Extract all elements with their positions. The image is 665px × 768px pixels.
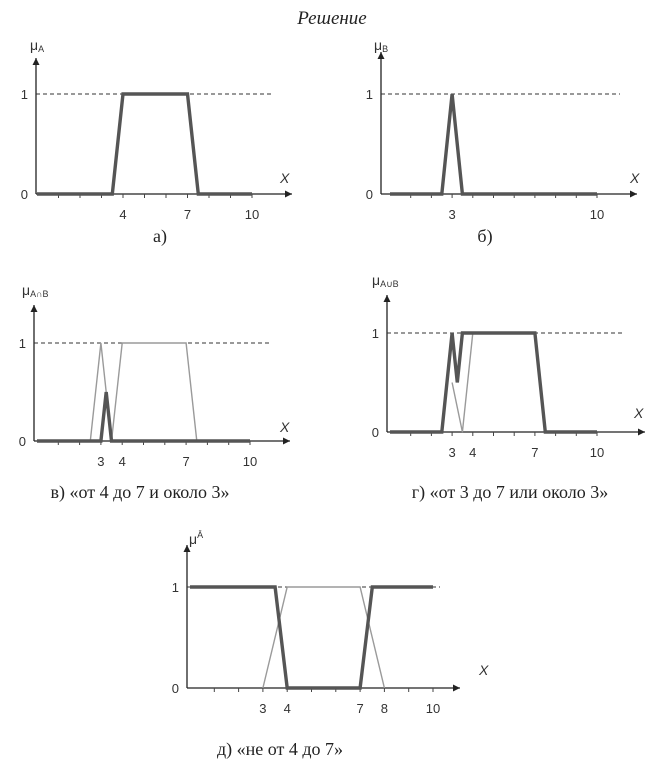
x-tick-label: 10 (244, 207, 260, 222)
x-axis-arrow (630, 191, 637, 198)
panel-caption: а) (153, 226, 167, 246)
y-axis-label: $\mu^Ā$ (189, 530, 204, 547)
x-tick-label: 3 (448, 207, 456, 222)
panel-caption: г) «от 3 до 7 или около 3» (411, 482, 609, 502)
x-axis-label: X (280, 170, 290, 186)
membership-curve-result (37, 94, 252, 194)
x-tick-label: 7 (182, 454, 190, 469)
x-axis-label: X (280, 419, 290, 435)
y-axis-arrow (384, 295, 391, 302)
y-tick-label: 1 (371, 326, 379, 341)
x-tick-label: 7 (183, 207, 192, 222)
x-tick-label: 3 (259, 701, 267, 716)
panel-d (172, 530, 489, 760)
y-tick-label: 0 (365, 187, 373, 202)
panel-g (372, 272, 645, 503)
x-axis-arrow (283, 438, 290, 445)
x-axis-arrow (638, 429, 645, 436)
y-tick-label: 0 (18, 434, 26, 449)
membership-curve-result (37, 392, 250, 441)
y-axis-label: μB (374, 37, 389, 54)
y-tick-label: 0 (20, 187, 28, 202)
membership-curve-result (190, 587, 433, 688)
y-axis-arrow (31, 305, 38, 312)
y-tick-label: 0 (171, 681, 179, 696)
x-tick-label: 8 (380, 701, 389, 716)
x-tick-label: 3 (97, 454, 105, 469)
x-tick-label: 4 (469, 445, 477, 460)
panel-b (366, 37, 640, 247)
figure-heading: Решение (297, 8, 367, 29)
membership-curve-result (390, 94, 597, 194)
x-axis-arrow (285, 191, 292, 198)
y-tick-label: 1 (18, 336, 26, 351)
x-axis-label: X (630, 170, 640, 186)
y-tick-label: 1 (365, 87, 373, 102)
x-tick-label: 4 (118, 454, 126, 469)
y-tick-label: 1 (20, 87, 28, 102)
x-tick-label: 10 (589, 445, 605, 460)
x-axis-label: X (634, 405, 644, 421)
membership-curve-source (112, 343, 197, 441)
panel-v (19, 282, 290, 503)
y-tick-label: 1 (171, 580, 179, 595)
panels (19, 37, 645, 760)
y-axis-label: μA∩B (22, 282, 49, 299)
panel-a (21, 37, 292, 247)
x-axis-label: X (479, 662, 489, 678)
x-tick-label: 10 (242, 454, 258, 469)
y-tick-label: 0 (371, 425, 379, 440)
x-axis-arrow (453, 685, 460, 692)
y-axis-label: μA (30, 37, 45, 54)
panel-caption: в) «от 4 до 7 и около 3» (50, 482, 230, 502)
x-tick-label: 4 (119, 207, 127, 222)
y-axis-arrow (33, 58, 40, 65)
y-axis-label: μA∪B (372, 272, 399, 289)
x-tick-label: 7 (356, 701, 364, 716)
x-tick-label: 3 (448, 445, 456, 460)
membership-curve-result (390, 333, 597, 432)
x-tick-label: 10 (589, 207, 605, 222)
panel-caption: д) «не от 4 до 7» (216, 739, 344, 759)
x-tick-label: 10 (425, 701, 441, 716)
panel-caption: б) (477, 226, 493, 246)
x-tick-label: 4 (283, 701, 291, 716)
x-tick-label: 7 (531, 445, 539, 460)
